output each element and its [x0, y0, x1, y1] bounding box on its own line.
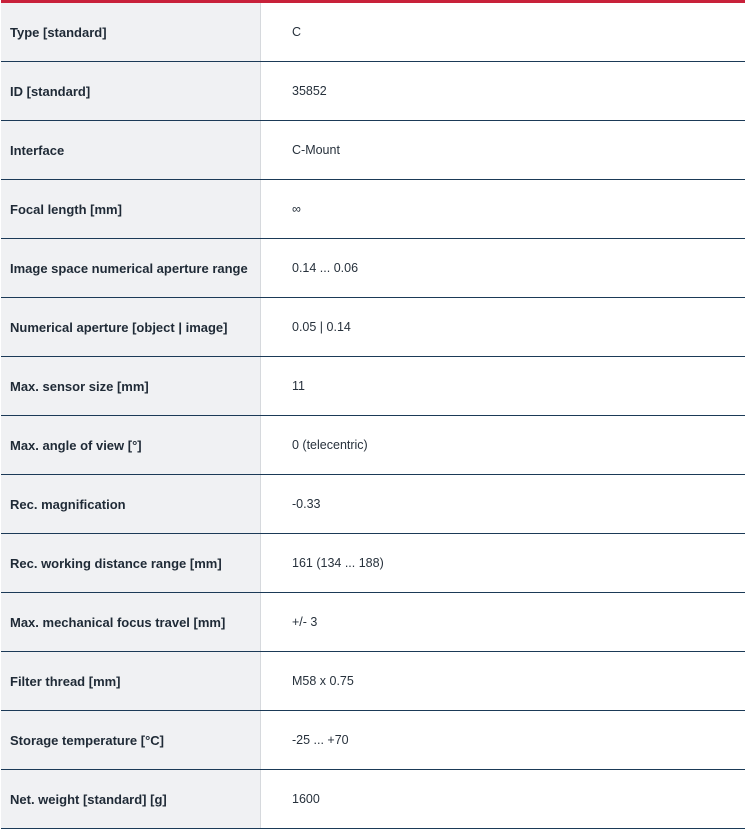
spec-label: Net. weight [standard] [g]	[1, 770, 261, 828]
spec-value: -0.33	[292, 497, 321, 511]
spec-row-type	[1, 3, 745, 62]
spec-label: Storage temperature [°C]	[1, 711, 261, 769]
spec-table	[1, 0, 745, 829]
spec-value: ∞	[292, 202, 301, 216]
spec-label: Max. mechanical focus travel [mm]	[1, 593, 261, 651]
spec-label: Filter thread [mm]	[1, 652, 261, 710]
spec-value: 0.14 ... 0.06	[292, 261, 359, 275]
spec-row-working-distance	[1, 534, 745, 593]
spec-label: Max. sensor size [mm]	[1, 357, 261, 415]
spec-value: 0.05 | 0.14	[292, 320, 351, 334]
spec-label: Rec. working distance range [mm]	[1, 534, 261, 592]
spec-row-net-weight	[1, 770, 745, 829]
spec-value: 11	[292, 379, 305, 393]
spec-value: 0 (telecentric)	[292, 438, 368, 452]
spec-label: Type [standard]	[1, 3, 261, 61]
spec-row-filter-thread	[1, 652, 745, 711]
spec-value: 1600	[292, 792, 320, 806]
spec-row-id	[1, 62, 745, 121]
spec-row-magnification	[1, 475, 745, 534]
spec-value: 35852	[292, 84, 327, 98]
spec-row-storage-temperature	[1, 711, 745, 770]
spec-row-focal-length	[1, 180, 745, 239]
spec-row-sensor-size	[1, 357, 745, 416]
spec-value: -25 ... +70	[292, 733, 349, 747]
spec-value: 161 (134 ... 188)	[292, 556, 384, 570]
spec-row-na-range	[1, 239, 745, 298]
spec-label: Numerical aperture [object | image]	[1, 298, 261, 356]
spec-row-angle-of-view	[1, 416, 745, 475]
spec-label: Interface	[1, 121, 261, 179]
spec-row-numerical-aperture	[1, 298, 745, 357]
spec-label: Max. angle of view [°]	[1, 416, 261, 474]
spec-row-interface	[1, 121, 745, 180]
spec-label: Focal length [mm]	[1, 180, 261, 238]
spec-label: Rec. magnification	[1, 475, 261, 533]
spec-label: Image space numerical aperture range	[1, 239, 261, 297]
spec-value: C	[292, 25, 302, 39]
spec-value: M58 x 0.75	[292, 674, 354, 688]
spec-value: +/- 3	[292, 615, 318, 629]
spec-label: ID [standard]	[1, 62, 261, 120]
spec-value: C-Mount	[292, 143, 340, 157]
spec-row-focus-travel	[1, 593, 745, 652]
